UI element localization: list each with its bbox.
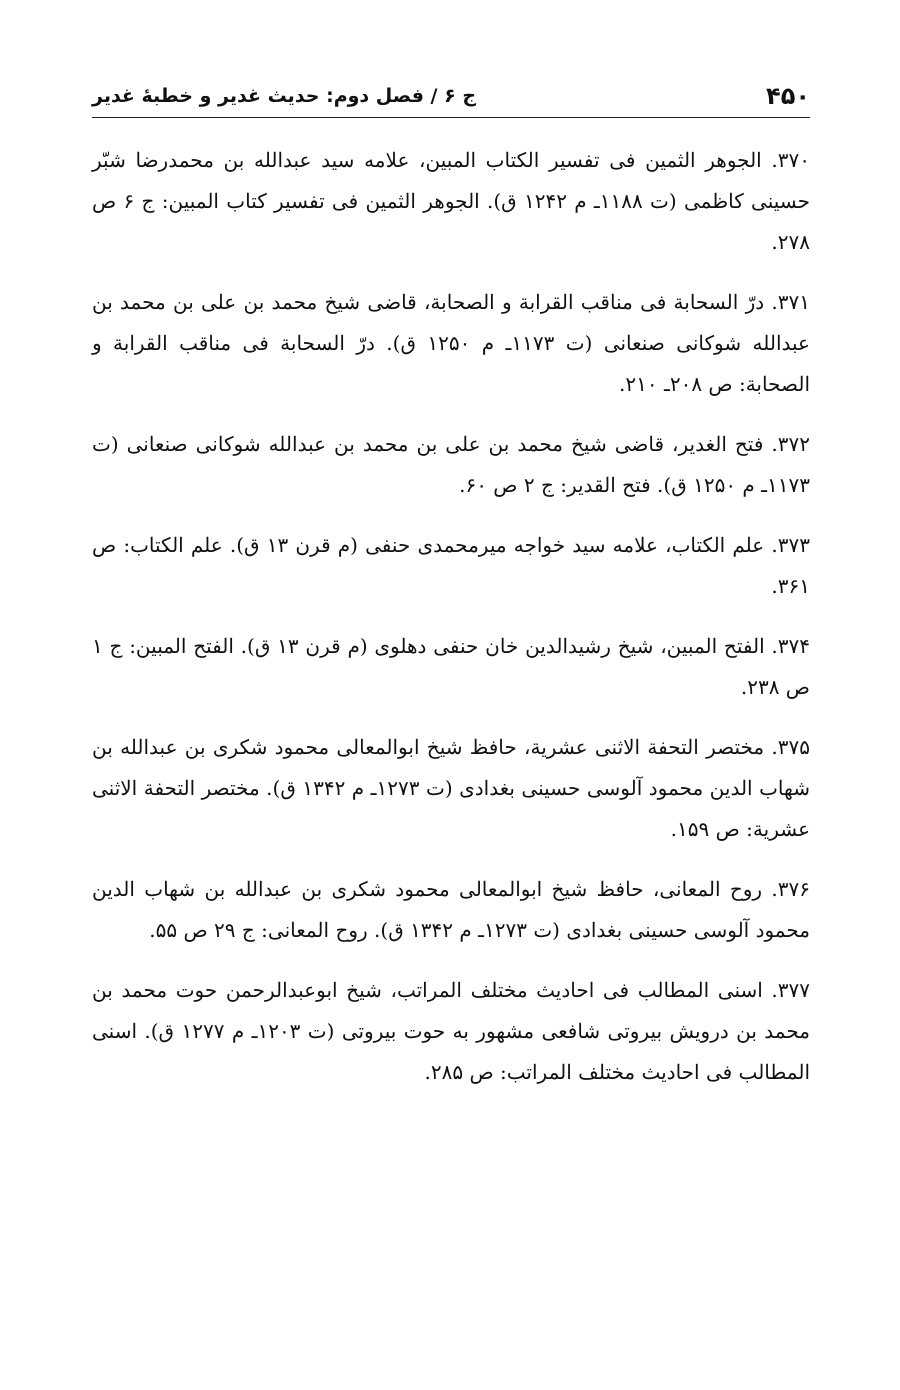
bibliography-entry-376: ۳۷۶. روح المعانی، حافظ شیخ ابوالمعالی محمود شکری بن عبدالله بن شهاب الدین محمود آلوسی حسینی بغدادی (ت ۱۲۷۳ـ م ۱۳۴۲ ق). روح المعانی: ج ۲۹ ص ۵۵. [92,877,810,942]
bibliography-entry-373: ۳۷۳. علم الکتاب، علامه سید خواجه میرمحمدی حنفی (م قرن ۱۳ ق). علم الکتاب: ص ۳۶۱. [92,533,810,598]
bibliography-entry-377: ۳۷۷. اسنی المطالب فی احادیث مختلف المراتب، شیخ ابوعبدالرحمن حوت محمد بن محمد بن درویش بیروتی شافعی مشهور به حوت بیروتی (ت ۱۲۰۳ـ م ۱۲۷۷ ق). اسنی المطالب فی احادیث مختلف المراتب: ص ۲۸۵. [92,978,810,1084]
bibliography-entry-374: ۳۷۴. الفتح المبین، شیخ رشیدالدین خان حنفی دهلوی (م قرن ۱۳ ق). الفتح المبین: ج ۱ ص ۲۳۸. [92,634,811,699]
bibliography-entry-370: ۳۷۰. الجوهر الثمین فی تفسیر الکتاب المبین، علامه سید عبدالله بن محمدرضا شبّر حسینی کاظمی (ت ۱۱۸۸ـ م ۱۲۴۲ ق). الجوهر الثمین فی تفسیر کتاب المبین: ج ۶ ص ۲۷۸. [92,148,810,254]
page-number: ۴۵۰ [766,82,810,110]
bibliography-entry-372: ۳۷۲. فتح الغدیر، قاضی شیخ محمد بن علی بن محمد بن عبدالله شوکانی صنعانی (ت ۱۱۷۳ـ م ۱۲۵۰ ق). فتح القدیر: ج ۲ ص ۶۰. [92,432,810,497]
bibliography-entry-375: ۳۷۵. مختصر التحفة الاثنی عشریة، حافظ شیخ ابوالمعالی محمود شکری بن عبدالله بن شهاب الدین محمود آلوسی حسینی بغدادی (ت ۱۲۷۳ـ م ۱۳۴۲ ق). مختصر التحفة الاثنی عشریة: ص ۱۵۹. [92,735,810,841]
bibliography-entry-371: ۳۷۱. درّ السحابة فی مناقب القرابة و الصحابة، قاضی شیخ محمد بن علی بن محمد بن عبدالله شوکانی صنعانی (ت ۱۱۷۳ـ م ۱۲۵۰ ق). درّ السحابة فی مناقب القرابة و الصحابة: ص ۲۰۸ـ ۲۱۰. [92,290,810,396]
bibliography-list [92,140,810,1112]
book-page [92,0,810,1390]
running-head: ج ۶ / فصل دوم: حدیث غدیر و خطبهٔ غدیر [92,85,477,107]
header-rule [92,117,810,118]
page-header [92,78,810,114]
